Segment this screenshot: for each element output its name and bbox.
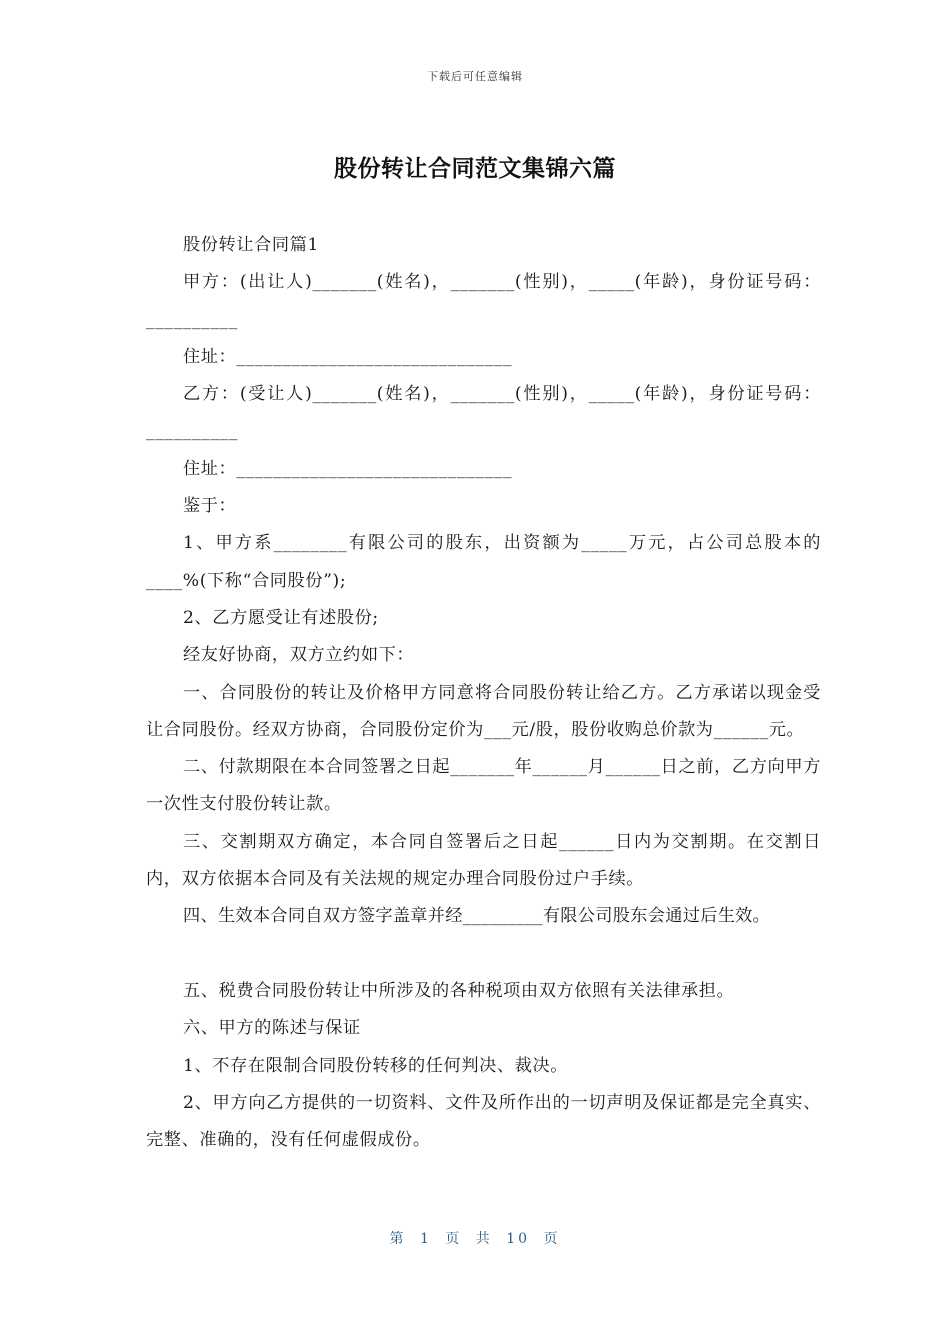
party-a-info: 甲方：(出让人)_______(姓名)，_______(性别)，_____(年龄)，身份证号码：__________ (146, 272, 821, 330)
clause-3: 三、交割期双方确定，本合同自签署后之日起______日内为交割期。在交割日内，双方依据本合同及有关法规的规定办理合同股份过户手续。 (146, 831, 821, 890)
party-b-info: 乙方：(受让人)_______(姓名)，_______(性别)，_____(年龄)，身份证号码：__________ (146, 384, 821, 442)
clause-1: 一、合同股份的转让及价格甲方同意将合同股份转让给乙方。乙方承诺以现金受让合同股份。经双方协商，合同股份定价为___元/股，股份收购总价款为______元。 (146, 682, 821, 740)
section-heading: 股份转让合同篇1 (182, 235, 320, 255)
whereas-item-2: 2、乙方愿受让有述股份; (182, 607, 379, 628)
page-number: 第 1 页 共 10 页 (389, 1231, 561, 1247)
agreement-intro: 经友好协商，双方立约如下： (182, 645, 415, 666)
party-b-address: 住址：______________________________ (182, 458, 513, 479)
document-title: 股份转让合同范文集锦六篇 (334, 156, 616, 182)
clause-6-item-2: 2、甲方向乙方提供的一切资料、文件及所作出的一切声明及保证都是完全真实、完整、准确的，没有任何虚假成份。 (146, 1092, 821, 1151)
document-body (146, 227, 821, 1159)
whereas-item-1: 1、甲方系________有限公司的股东，出资额为_____万元，占公司总股本的____%(下称“合同股份”); (146, 533, 821, 591)
clause-4: 四、生效本合同自双方签字盖章并经_________有限公司股东会通过后生效。 (182, 906, 771, 927)
whereas-label: 鉴于： (182, 496, 237, 517)
clause-2: 二、付款期限在本合同签署之日起_______年______月______日之前，乙方向甲方一次性支付股份转让款。 (146, 757, 821, 815)
clause-5: 五、税费合同股份转让中所涉及的各种税项由双方依照有关法律承担。 (182, 980, 735, 1001)
party-a-address: 住址：______________________________ (182, 346, 513, 367)
clause-6-heading: 六、甲方的陈述与保证 (182, 1018, 361, 1039)
clause-6-item-1: 1、不存在限制合同股份转移的任何判决、裁决。 (182, 1055, 569, 1076)
header-note: 下载后可任意编辑 (427, 70, 523, 83)
paragraph-spacer (146, 936, 821, 973)
